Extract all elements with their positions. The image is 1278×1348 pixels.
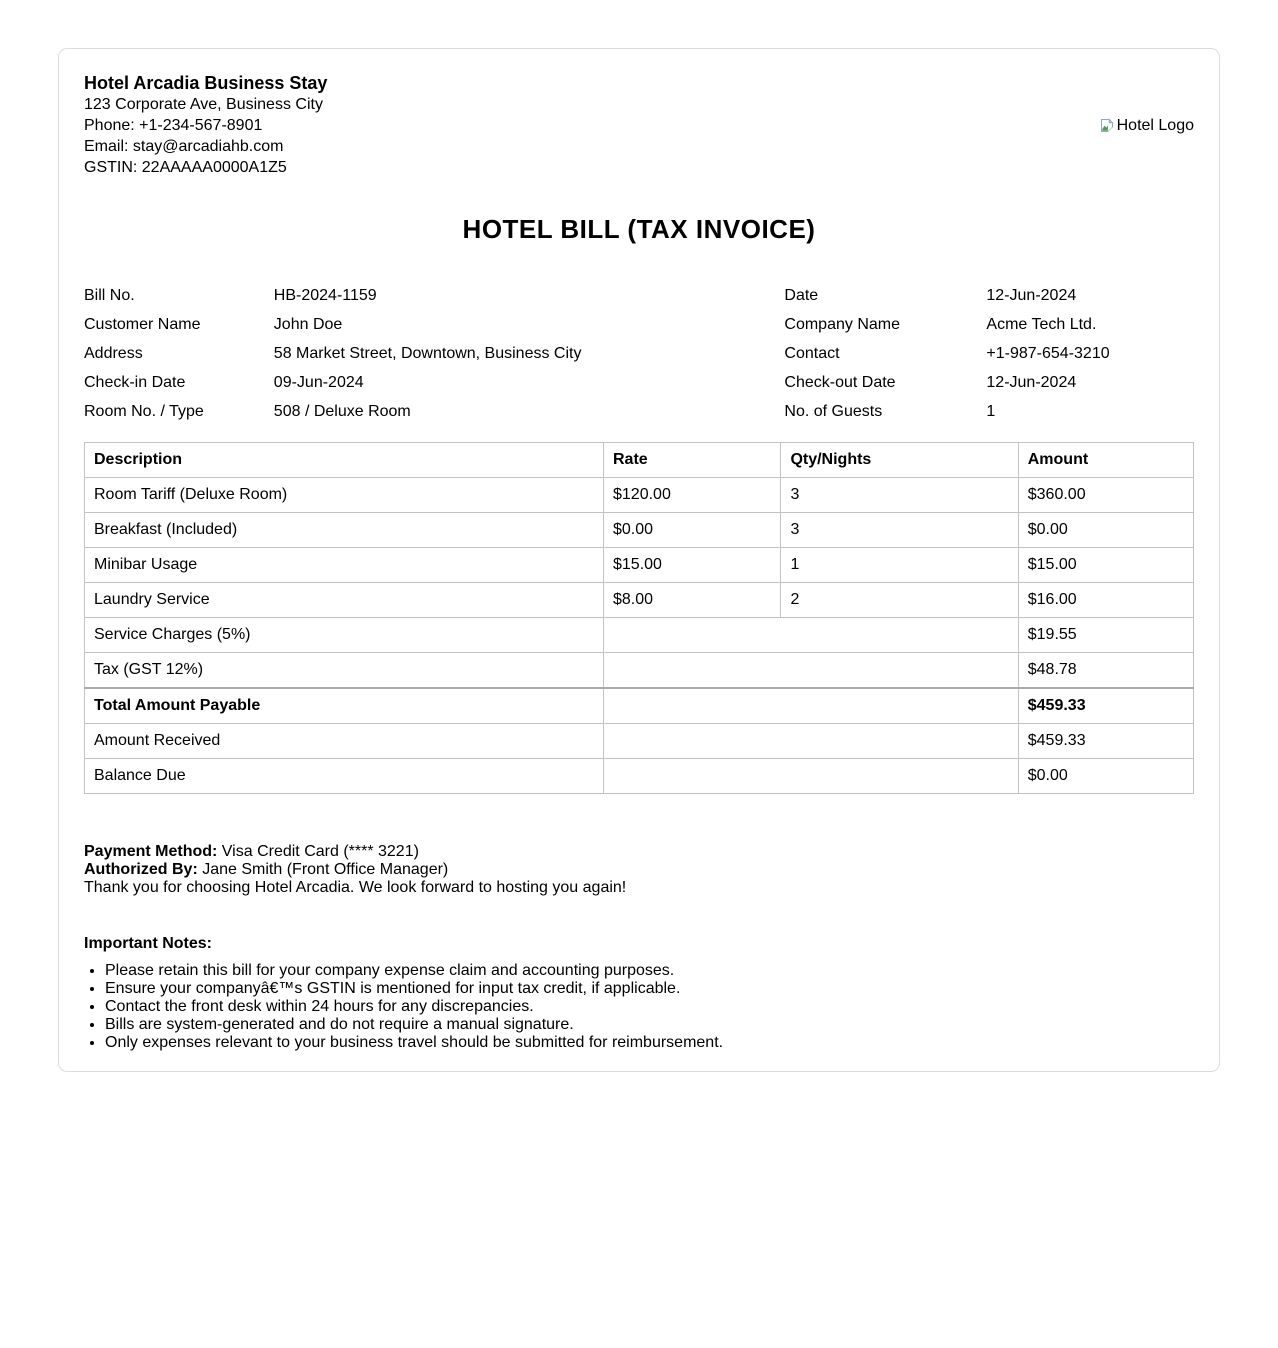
notes-heading: Important Notes:: [84, 935, 212, 952]
col-header-amount: Amount: [1018, 443, 1193, 478]
total-row: [85, 688, 1194, 724]
header: [84, 73, 1194, 178]
field-label: Customer Name: [84, 315, 201, 333]
cell-amount: $459.33: [1018, 724, 1193, 759]
cell-description: Tax (GST 12%): [85, 653, 604, 689]
cell-rate: $120.00: [604, 478, 781, 513]
cell-description: Room Tariff (Deluxe Room): [85, 478, 604, 513]
charges-header-row: [85, 443, 1194, 478]
field-label: Check-out Date: [784, 373, 896, 391]
hotel-logo-alt-text: Hotel Logo: [1116, 116, 1194, 134]
cell-description: Minibar Usage: [85, 548, 604, 583]
thank-you-line: Thank you for choosing Hotel Arcadia. We look forward to hosting you again!: [84, 879, 627, 896]
field-label: Room No. / Type: [84, 402, 204, 420]
field-value: 58 Market Street, Downtown, Business City: [273, 344, 582, 362]
hotel-details: [84, 73, 327, 178]
col-header-qty: Qty/Nights: [781, 443, 1018, 478]
field-value: Acme Tech Ltd.: [986, 315, 1097, 333]
charges-table: [84, 442, 1194, 794]
payment-section: [84, 843, 1194, 897]
cell-qty: 2: [781, 583, 1018, 618]
summary-row: [85, 618, 1194, 653]
list-item: • Please retain this bill for your company expense claim and accounting purposes.: [105, 962, 1194, 980]
table-row: [85, 583, 1194, 618]
cell-amount: $459.33: [1018, 688, 1193, 724]
bill-info-row: [84, 397, 1194, 426]
field-value: 1: [986, 402, 996, 420]
cell-rate: $0.00: [604, 513, 781, 548]
cell-spacer: [604, 724, 1019, 759]
cell-spacer: [604, 618, 1019, 653]
broken-image-icon: [1099, 118, 1115, 134]
field-label: No. of Guests: [784, 402, 883, 420]
table-row: [85, 478, 1194, 513]
field-value: 12-Jun-2024: [986, 373, 1077, 391]
field-label: Address: [84, 344, 143, 362]
payment-method-line: [84, 843, 1194, 861]
cell-amount: $19.55: [1018, 618, 1193, 653]
cell-description: Laundry Service: [85, 583, 604, 618]
hotel-address: 123 Corporate Ave, Business City: [84, 96, 323, 113]
bill-info-row: [84, 339, 1194, 368]
hotel-name: Hotel Arcadia Business Stay: [84, 73, 328, 93]
list-item: • Ensure your companyâ€™s GSTIN is mentioned for input tax credit, if applicable.: [105, 980, 1194, 998]
field-value: +1-987-654-3210: [986, 344, 1110, 362]
authorized-by-label: Authorized By:: [84, 861, 198, 878]
table-row: [85, 548, 1194, 583]
cell-description: Amount Received: [85, 724, 604, 759]
bill-info-grid: [84, 281, 1194, 426]
summary-row: [85, 653, 1194, 689]
list-item: • Only expenses relevant to your business travel should be submitted for reimbursement.: [105, 1034, 1194, 1052]
col-header-description: Description: [85, 443, 604, 478]
list-item: • Contact the front desk within 24 hours for any discrepancies.: [105, 998, 1194, 1016]
page-title: HOTEL BILL (TAX INVOICE): [462, 214, 816, 244]
field-value: John Doe: [273, 315, 343, 333]
cell-spacer: [604, 688, 1019, 724]
authorized-by-value: Jane Smith (Front Office Manager): [197, 861, 449, 878]
hotel-phone: Phone: +1-234-567-8901: [84, 117, 263, 134]
field-label: Bill No.: [84, 286, 135, 304]
col-header-rate: Rate: [604, 443, 781, 478]
cell-qty: 3: [781, 513, 1018, 548]
cell-amount: $48.78: [1018, 653, 1193, 689]
field-value: 09-Jun-2024: [273, 373, 364, 391]
cell-spacer: [604, 759, 1019, 794]
field-value: HB-2024-1159: [273, 286, 377, 304]
cell-rate: $8.00: [604, 583, 781, 618]
hotel-gstin: GSTIN: 22AAAAA0000A1Z5: [84, 159, 287, 176]
field-label: Date: [784, 286, 819, 304]
cell-amount: $0.00: [1018, 513, 1193, 548]
summary-row: [85, 759, 1194, 794]
cell-amount: $16.00: [1018, 583, 1193, 618]
field-value: 12-Jun-2024: [986, 286, 1077, 304]
field-value: 508 / Deluxe Room: [273, 402, 411, 420]
cell-amount: $360.00: [1018, 478, 1193, 513]
cell-qty: 3: [781, 478, 1018, 513]
cell-description: Service Charges (5%): [85, 618, 604, 653]
bill-info-row: [84, 281, 1194, 310]
cell-description: Total Amount Payable: [85, 688, 604, 724]
invoice-card: [58, 48, 1220, 1072]
field-label: Contact: [784, 344, 840, 362]
cell-amount: $15.00: [1018, 548, 1193, 583]
cell-description: Breakfast (Included): [85, 513, 604, 548]
cell-qty: 1: [781, 548, 1018, 583]
summary-row: [85, 724, 1194, 759]
cell-spacer: [604, 653, 1019, 689]
cell-amount: $0.00: [1018, 759, 1193, 794]
payment-method-value: Visa Credit Card (**** 3221): [217, 843, 419, 860]
notes-section: [84, 935, 1194, 1052]
bill-info-row: [84, 368, 1194, 397]
field-label: Company Name: [784, 315, 900, 333]
bill-info-row: [84, 310, 1194, 339]
table-row: [85, 513, 1194, 548]
cell-description: Balance Due: [85, 759, 604, 794]
payment-method-label: Payment Method:: [84, 843, 218, 860]
hotel-email: Email: stay@arcadiahb.com: [84, 138, 284, 155]
list-item: • Bills are system-generated and do not require a manual signature.: [105, 1016, 1194, 1034]
authorized-by-line: [84, 861, 1194, 879]
notes-list: [84, 962, 1194, 1052]
field-label: Check-in Date: [84, 373, 186, 391]
hotel-logo-placeholder: [1099, 117, 1194, 135]
cell-rate: $15.00: [604, 548, 781, 583]
